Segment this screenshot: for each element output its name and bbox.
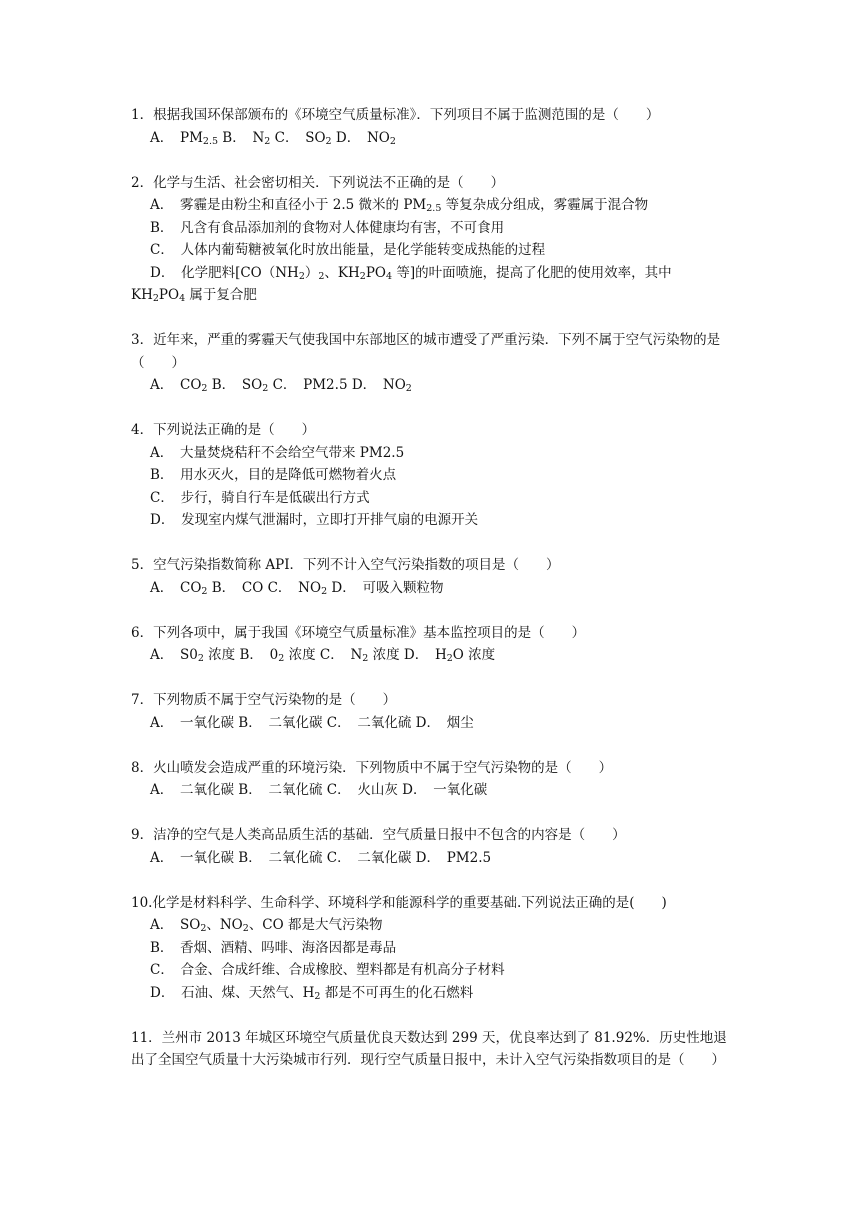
subscript: 2.5 — [202, 135, 219, 147]
text-segment: 浓度 C． N — [284, 647, 363, 663]
options-line — [131, 127, 731, 150]
text-segment: 等]的叶面喷施，提高了化肥的使用效率，其中 — [392, 264, 672, 281]
subscript: 2 — [242, 923, 249, 934]
option-D — [131, 509, 731, 532]
option-A — [131, 914, 731, 937]
text-segment: A． 大量焚烧秸秆不会给空气带来 PM2.5 — [150, 444, 405, 461]
subscript: 2 — [362, 653, 369, 664]
question-11 — [131, 1027, 731, 1072]
text-segment: A． PM — [150, 129, 203, 146]
subscript: 2 — [262, 383, 269, 394]
text-segment: C． 人体内葡萄糖被氧化时放出能量，是化学能转变成热能的过程 — [150, 242, 546, 258]
text-segment: A． 二氧化碳 B． 二氧化硫 C． 火山灰 D． 一氧化碳 — [150, 782, 488, 798]
text-segment: PO — [158, 287, 180, 303]
question-5 — [131, 554, 731, 599]
text-segment: B． N — [218, 129, 265, 146]
text-segment: D． 可吸入颗粒物 — [327, 579, 444, 596]
option-D — [131, 262, 731, 285]
text-segment: D． NO — [331, 129, 390, 146]
text-segment: C． SO — [270, 129, 326, 146]
question-stem: 2．化学与生活、社会密切相关．下列说法不正确的是（ ） — [131, 174, 505, 191]
text-segment: 浓度 D． H — [368, 647, 447, 663]
options-line — [131, 712, 731, 735]
text-segment: A． S0 — [150, 647, 198, 663]
text-segment: 、NO — [206, 917, 243, 933]
question-stem: 4．下列说法正确的是（ ） — [131, 422, 316, 438]
option-A — [131, 194, 731, 217]
text-segment: KH — [131, 287, 153, 303]
subscript: 2 — [446, 653, 453, 664]
question-4 — [131, 419, 731, 532]
question-stem: 8．火山喷发会造成严重的环境污染．下列物质中不属于空气污染物的是（ ） — [131, 759, 613, 776]
subscript: 4 — [179, 293, 186, 304]
subscript: 2 — [278, 653, 285, 664]
subscript: 2 — [152, 293, 159, 304]
text-segment: B． 用水灭火，目的是降低可燃物着火点 — [150, 467, 397, 483]
text-segment: A． SO — [150, 917, 201, 933]
option-B — [131, 464, 731, 487]
options-line — [131, 779, 731, 802]
question-stem: 9．洁净的空气是人类高品质生活的基础．空气质量日报中不包含的内容是（ ） — [131, 827, 626, 843]
text-segment: ） — [304, 264, 319, 281]
subscript: 4 — [385, 270, 393, 282]
question-list — [131, 104, 731, 1094]
text-segment: 、CO 都是大气污染物 — [248, 917, 383, 933]
option-continuation — [131, 284, 731, 307]
options-line — [131, 374, 731, 397]
question-10 — [131, 892, 731, 1005]
question-2 — [131, 172, 731, 307]
text-segment: A． 一氧化碳 B． 二氧化碳 C． 二氧化硫 D． 烟尘 — [150, 714, 474, 731]
option-C — [131, 239, 731, 262]
text-segment: 、KH — [324, 264, 360, 281]
text-segment: PO — [365, 264, 386, 281]
subscript: 2 — [389, 135, 396, 147]
options-line — [131, 644, 731, 667]
subscript: 2 — [359, 270, 366, 282]
subscript: 2 — [321, 585, 328, 597]
question-stem: 1．根据我国环保部颁布的《环境空气质量标准》．下列项目不属于监测范围的是（ ） — [131, 107, 660, 123]
subscript: 2.5 — [426, 203, 442, 214]
text-segment: B． SO — [207, 377, 263, 393]
question-stem: 7．下列物质不属于空气污染物的是（ ） — [131, 692, 397, 708]
text-segment: D． 发现室内煤气泄漏时，立即打开排气扇的电源开关 — [150, 512, 479, 528]
option-C — [131, 959, 731, 982]
subscript: 2 — [405, 383, 412, 394]
text-segment: O 浓度 — [452, 647, 496, 663]
text-segment: D． 石油、煤、天然气、H — [150, 984, 315, 1001]
subscript: 2 — [298, 270, 305, 282]
question-stem: 11．兰州市 2013 年城区环境空气质量优良天数达到 299 天，优良率达到了 81.92%．历史性地退出了全国空气质量十大污染城市行列．现行空气质量日报中，未计入空气污染指数项目的是（ ） — [131, 1029, 727, 1068]
option-C — [131, 487, 731, 510]
text-segment: C． 步行，骑自行车是低碳出行方式 — [150, 489, 370, 506]
question-stem: 5．空气污染指数简称 API．下列不计入空气污染指数的项目是（ ） — [131, 557, 560, 573]
text-segment: 属于复合肥 — [185, 287, 257, 303]
text-segment: A． CO — [150, 377, 202, 393]
text-segment: 浓度 B． 0 — [203, 647, 279, 663]
question-7 — [131, 689, 731, 734]
text-segment: B． 凡含有食品添加剂的食物对人体健康均有害，不可食用 — [150, 219, 505, 236]
question-8 — [131, 757, 731, 802]
subscript: 2 — [325, 135, 332, 147]
text-segment: B． CO C． NO — [207, 579, 322, 596]
options-line — [131, 847, 731, 870]
text-segment: A． CO — [150, 579, 202, 596]
subscript: 2 — [318, 270, 325, 282]
text-segment: D． 化学肥料[CO（NH — [150, 264, 299, 281]
text-segment: C． PM2.5 D． NO — [268, 377, 406, 393]
text-segment: A． 一氧化碳 B． 二氧化硫 C． 二氧化碳 D． PM2.5 — [150, 849, 492, 866]
question-1 — [131, 104, 731, 149]
question-stem: 3．近年来，严重的雾霾天气使我国中东部地区的城市遭受了严重污染．下列不属于空气污染物的是（ ） — [131, 332, 721, 371]
option-A — [131, 442, 731, 465]
option-B — [131, 937, 731, 960]
subscript: 2 — [201, 585, 208, 597]
subscript: 2 — [197, 653, 204, 664]
subscript: 2 — [201, 383, 208, 394]
question-9 — [131, 824, 731, 869]
question-6 — [131, 622, 731, 667]
question-3 — [131, 329, 731, 397]
options-line — [131, 577, 731, 600]
subscript: 2 — [200, 923, 207, 934]
text-segment: 都是不可再生的化石燃料 — [320, 984, 474, 1001]
text-segment: B． 香烟、酒精、吗啡、海洛因都是毒品 — [150, 939, 397, 956]
question-stem: 10.化学是材料科学、生命科学、环境科学和能源科学的重要基础.下列说法正确的是( ) — [131, 894, 667, 911]
question-stem: 6．下列各项中，属于我国《环境空气质量标准》基本监控项目的是（ ） — [131, 624, 586, 641]
text-segment: A． 雾霾是由粉尘和直径小于 2.5 微米的 PM — [150, 197, 427, 213]
option-D — [131, 982, 731, 1005]
subscript: 2 — [264, 135, 271, 147]
subscript: 2 — [314, 990, 321, 1002]
option-B — [131, 217, 731, 240]
text-segment: 等复杂成分组成，雾霾属于混合物 — [441, 197, 649, 213]
text-segment: C． 合金、合成纤维、合成橡胶、塑料都是有机高分子材料 — [150, 962, 505, 978]
